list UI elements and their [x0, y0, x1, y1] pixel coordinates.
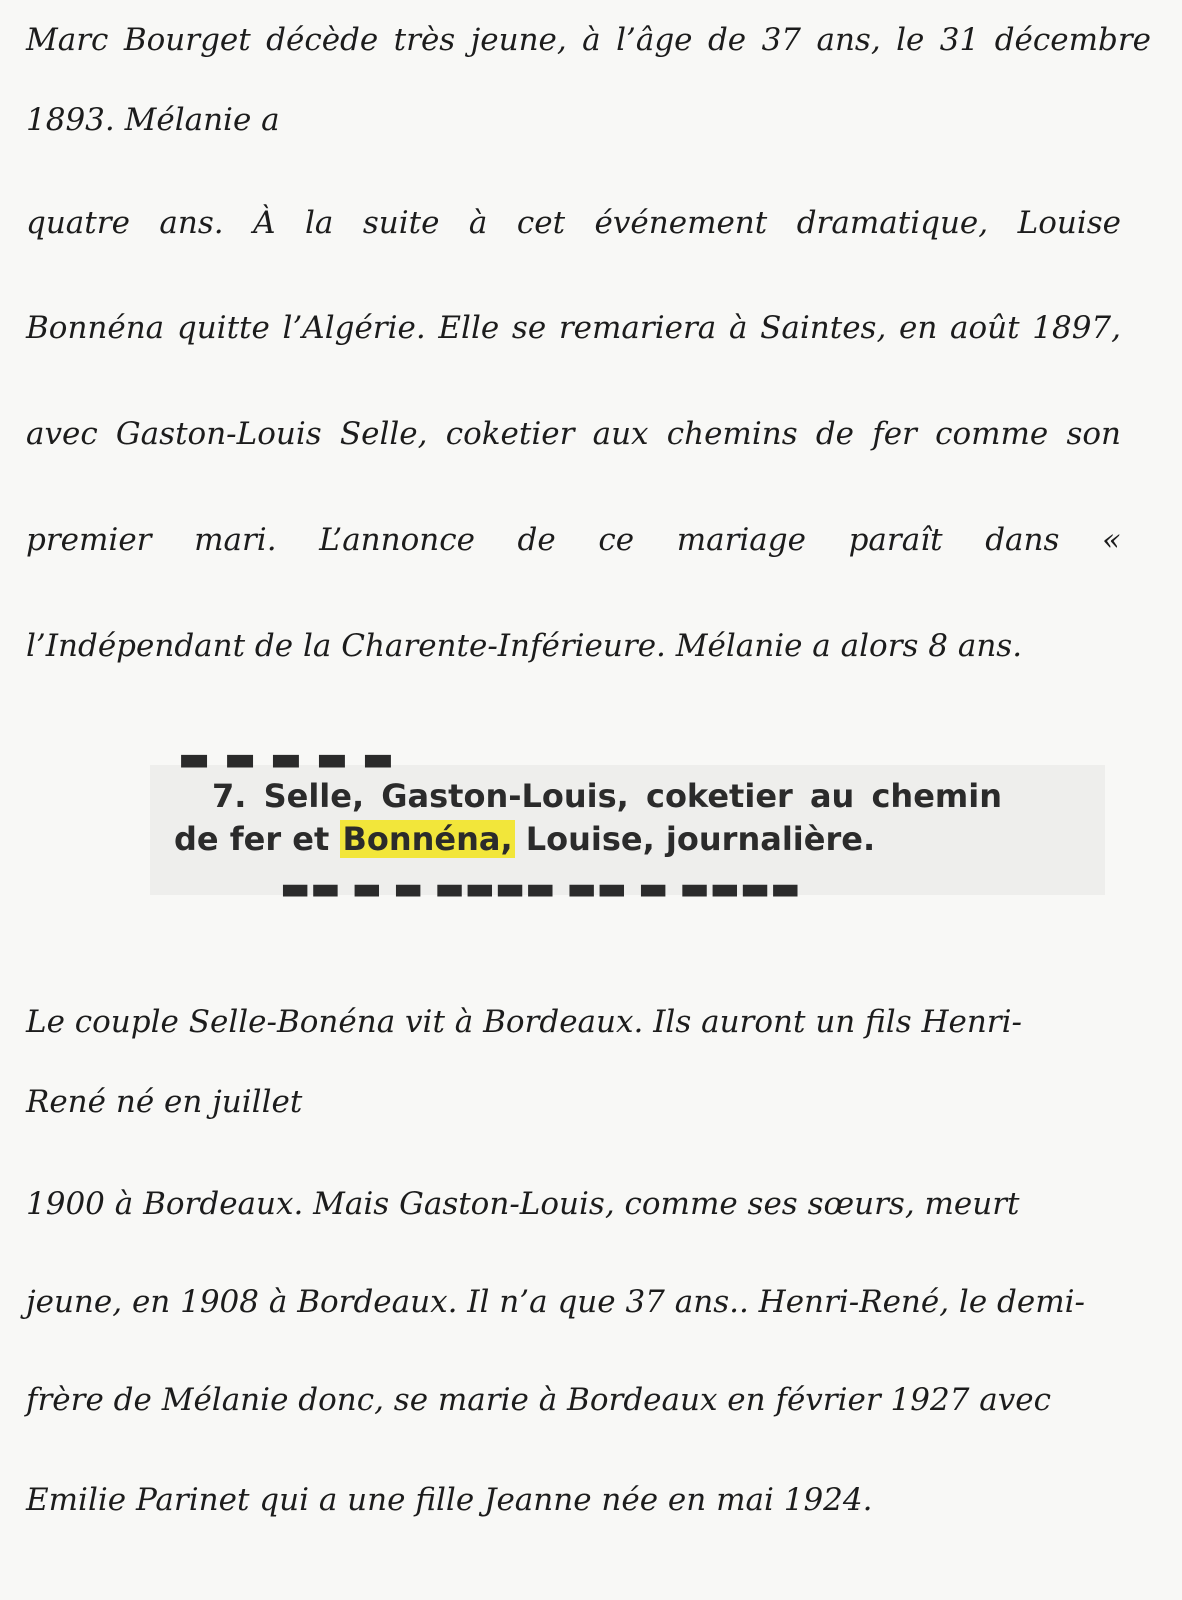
paragraph-line: l’Indépendant de la Charente-Inférieure. Mélanie a alors 8 ans. [26, 628, 1023, 664]
clipping-fragment-bottom: ▬▬ ▬ ▬ ▬▬▬▬ ▬▬ ▬ ▬▬▬▬ [280, 869, 801, 907]
clipping-line-1: 7. Selle, Gaston-Louis, coketier au chemin [212, 777, 1002, 815]
clipping-line-2 [174, 820, 875, 858]
clipping-fragment-top: ▬ ▬ ▬ ▬ ▬ [178, 739, 395, 779]
paragraph-line: Bonnéna quitte l’Algérie. Elle se remariera à Saintes, en août 1897, [26, 310, 1121, 346]
highlighted-name: Bonnéna, [342, 820, 513, 858]
paragraph-line: Marc Bourget décède très jeune, à l’âge de 37 ans, le 31 décembre [26, 22, 1151, 58]
paragraph-line: premier mari. L’annonce de ce mariage paraît dans « [26, 522, 1121, 558]
paragraph-line: 1900 à Bordeaux. Mais Gaston-Louis, comme ses sœurs, meurt [26, 1186, 1020, 1222]
paragraph-line: Le couple Selle-Bonéna vit à Bordeaux. Ils auront un fils Henri- [26, 1004, 1023, 1040]
newspaper-clipping [150, 739, 1105, 907]
paragraph-line: 1893. Mélanie a [26, 102, 280, 138]
paragraph-line: frère de Mélanie donc, se marie à Bordeaux en février 1927 avec [26, 1382, 1051, 1418]
paragraph-line: quatre ans. À la suite à cet événement dramatique, Louise [26, 205, 1121, 241]
clipping-text: Louise, journalière. [514, 820, 876, 858]
paragraph-line: jeune, en 1908 à Bordeaux. Il n’a que 37 ans.. Henri-René, le demi- [26, 1284, 1086, 1320]
paragraph-line: René né en juillet [26, 1084, 303, 1120]
clipping-text: de fer et [174, 820, 341, 858]
paragraph-line: Emilie Parinet qui a une fille Jeanne née en mai 1924. [26, 1482, 873, 1518]
paragraph-line: avec Gaston-Louis Selle, coketier aux chemins de fer comme son [26, 416, 1121, 452]
